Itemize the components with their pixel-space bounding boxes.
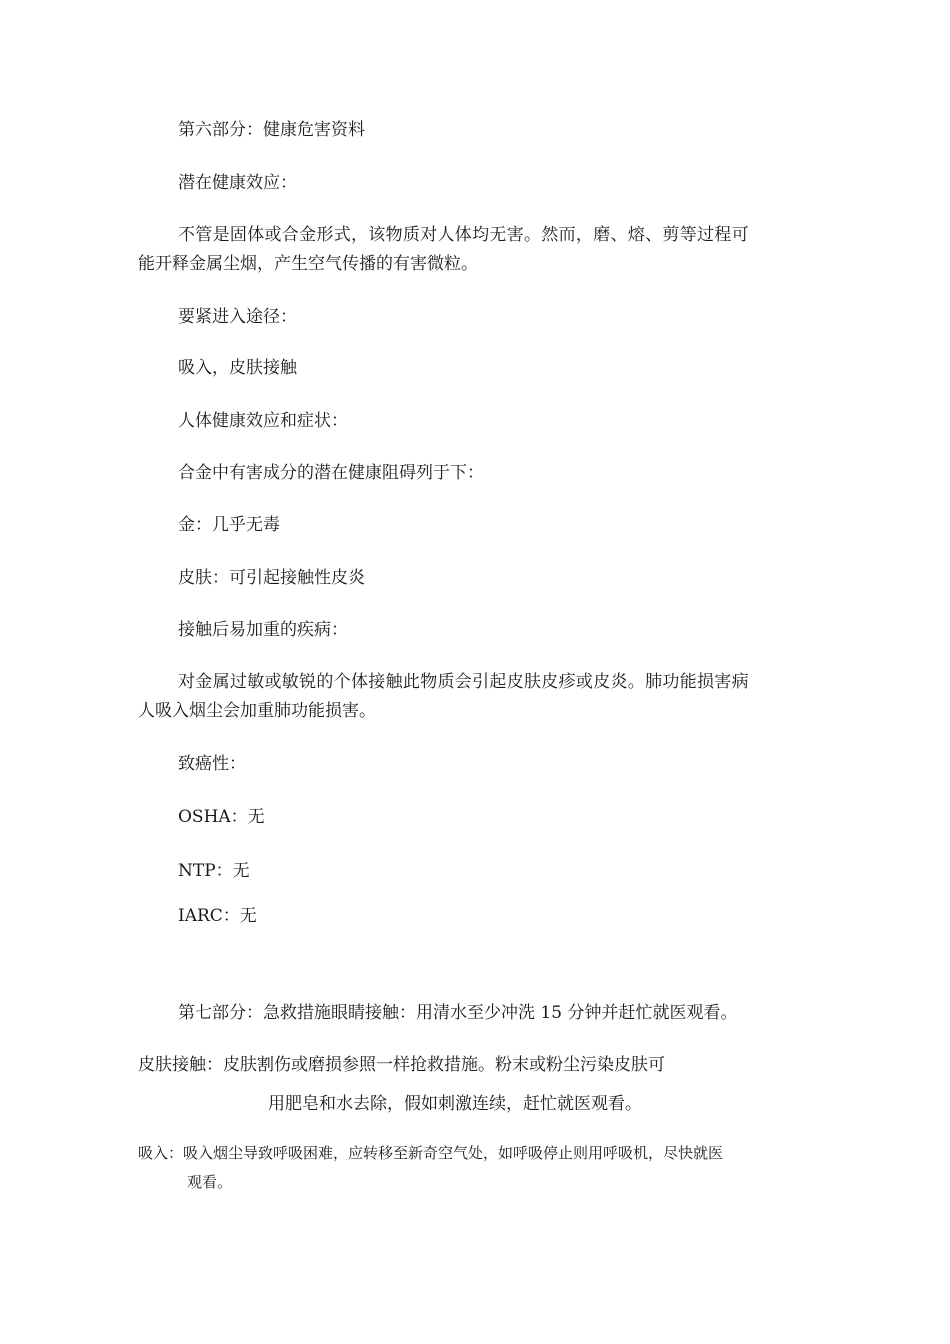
potential-effects-text-line1: 不管是固体或合金形式，该物质对人体均无害。然而，磨、熔、剪等过程可 (178, 225, 749, 245)
aggravated-label: 接触后易加重的疾病： (178, 620, 348, 640)
aggravated-text-line1: 对金属过敏或敏锐的个体接触此物质会引起皮肤皮疹或皮炎。肺功能损害病 (178, 672, 749, 692)
symptoms-label: 人体健康效应和症状： (178, 411, 348, 431)
entry-routes-value: 吸入，皮肤接触 (178, 358, 297, 378)
aggravated-text-line2: 人吸入烟尘会加重肺功能损害。 (138, 701, 376, 721)
potential-effects-label: 潜在健康效应： (178, 173, 297, 193)
ntp-value: NTP：无 (178, 861, 250, 881)
osha-value: OSHA：无 (178, 807, 265, 827)
inhalation-line2: 观看。 (187, 1173, 233, 1191)
gold-hazard: 金：几乎无毒 (178, 515, 280, 535)
skin-contact-line1: 皮肤接触：皮肤割伤或磨损参照一样抢救措施。粉末或粉尘污染皮肤可 (138, 1055, 665, 1075)
potential-effects-text-line2: 能开释金属尘烟，产生空气传播的有害微粒。 (138, 254, 478, 274)
skin-contact-line2: 用肥皂和水去除，假如刺激连续，赶忙就医观看。 (268, 1094, 642, 1114)
inhalation-line1: 吸入：吸入烟尘导致呼吸困难，应转移至新奇空气处，如呼吸停止则用呼吸机，尽快就医 (138, 1144, 724, 1162)
entry-routes-label: 要紧进入途径： (178, 307, 297, 327)
symptoms-intro: 合金中有害成分的潜在健康阻碍列于下： (178, 463, 484, 483)
section7-heading-eye-contact: 第七部分：急救措施眼睛接触：用清水至少冲洗 15 分钟并赶忙就医观看。 (178, 1003, 738, 1023)
iarc-value: IARC：无 (178, 906, 257, 926)
skin-hazard: 皮肤：可引起接触性皮炎 (178, 568, 365, 588)
section6-heading: 第六部分：健康危害资料 (178, 120, 365, 140)
carcinogenicity-label: 致癌性： (178, 754, 246, 774)
